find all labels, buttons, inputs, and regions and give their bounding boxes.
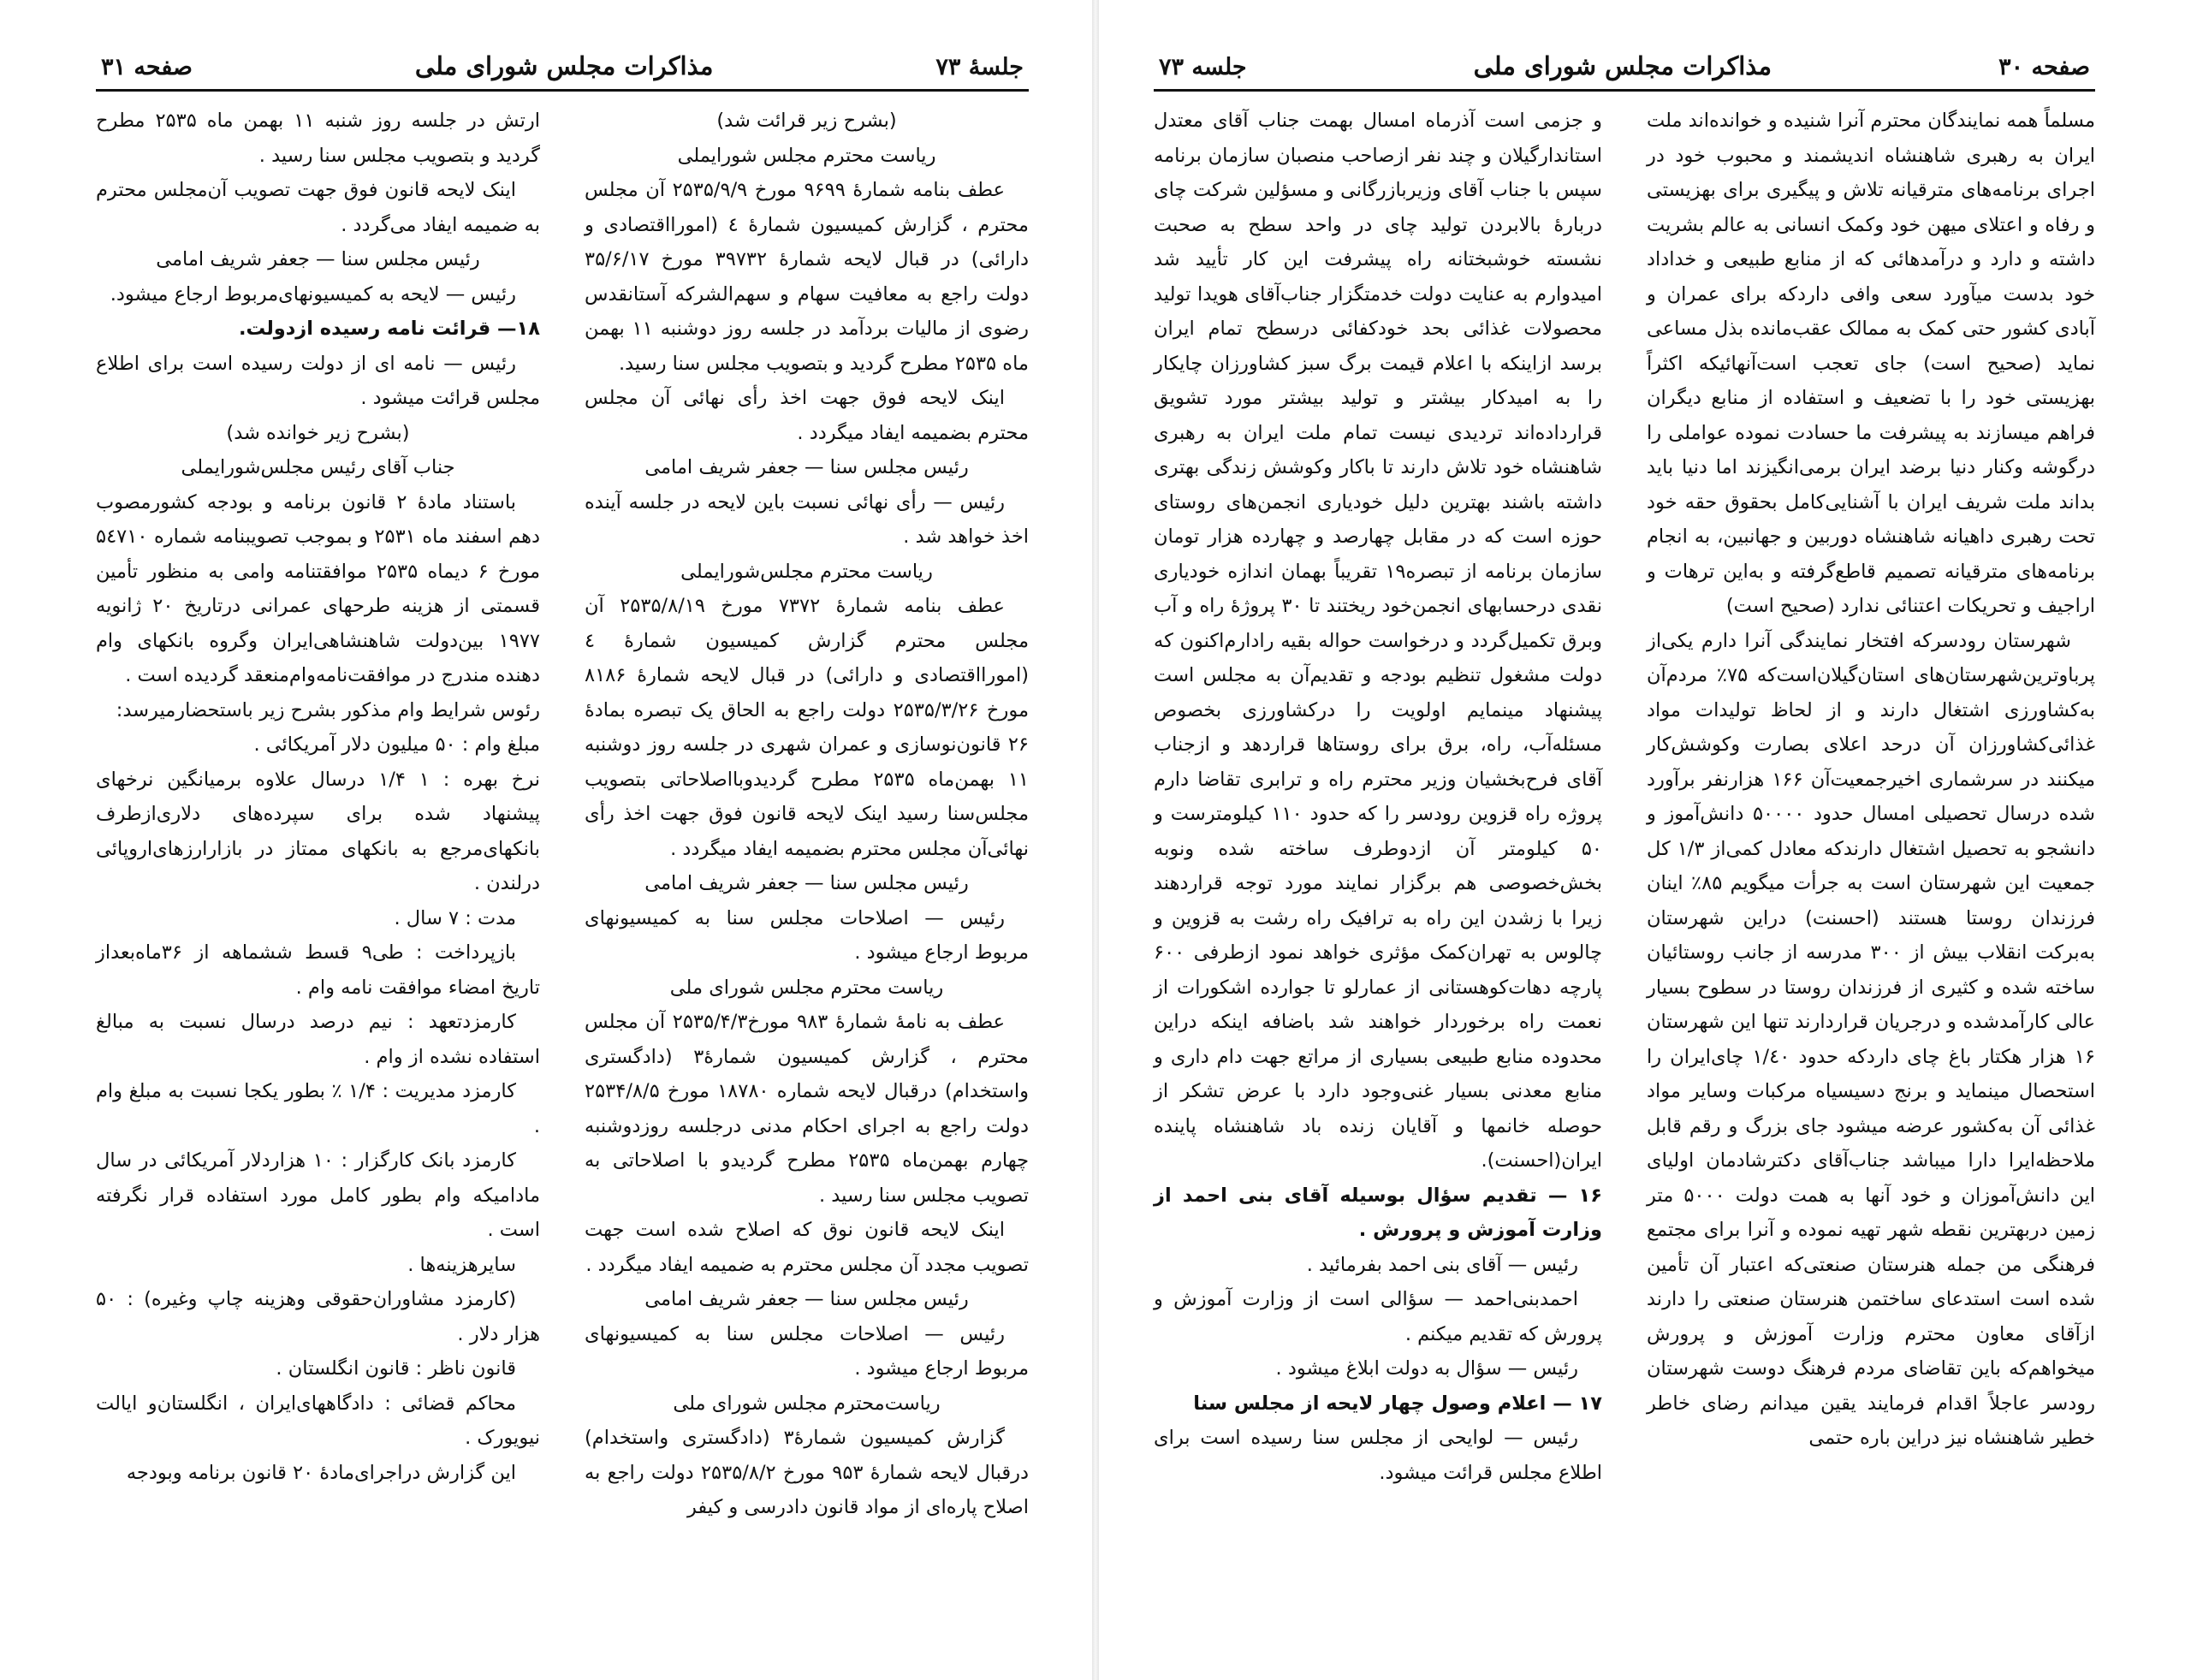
letter-signature: رئیس مجلس سنا — جعفر شریف امامی: [644, 872, 969, 894]
speech-paragraph: مسلماً همه نمایندگان محترم آنرا شنیده و خوانده‌اند ملت ایران به رهبری شاهنشاه اندیشمند و محبوب خود در اجرای برنامه‌های مترقیانه تلاش و پیگیری برای بهزیستی و رفاه و اعتلای میهن خود وکمک انسانی به عالم بشریت داشته و دارد و درآمدهائی که از منابع طبیعی و خداداد خود بدست میآورد سعی وافی داردکه برای عمران و آبادی کشور حتی کمک به ممالک عقب‌مانده بذل مساعی نماید (صحیح است) جای تعجب است‌آنهائیکه اکثراً بهزیستی خود را با تضعیف و استفاده از منابع دیگران فراهم میسازند به پیشرفت ما حسادت نموده عواملی را درگوشه وکنار دنیا برضد ایران برمی‌انگیزند اما دنیا باید بداند ملت شریف ایران با آشنایی‌کامل بحقوق حقه خود تحت رهبری داهیانه شاهنشاه دوربین و جهانبین، به انجام برنامه‌های مترقیانه تصمیم قاطع‌گرفته و به‌این ترهات و اراجیف و تحریکات اعتنائی ندارد (صحیح است): [1646, 110, 2095, 617]
loan-term: محاکم قضائی : دادگاههای‌ایران ، انگلستان‌و ایالت نیویورک .: [96, 1392, 540, 1449]
loan-term: (کارمزد مشاوران‌حقوقی وهزینه چاپ وغیره) : ۵۰ هزار دلار .: [96, 1288, 540, 1345]
publication-title: مذاکرات مجلس شورای ملی: [414, 51, 714, 80]
letter-body: اینک لایحه قانون فوق جهت تصویب آن‌مجلس محترم به ضمیمه ایفاد می‌گردد .: [96, 179, 540, 236]
speech-paragraph: و جزمی است آذرماه امسال بهمت جناب آقای معتدل استاندارگیلان و چند نفر ازصاحب منصبان سازمان برنامه سپس با جناب آقای وزیربازرگانی و مسؤلین شرکت چای دربارهٔ بالابردن تولید چای در واحد سطح به صحبت نشسته خوشبختانه راه پیشرفت این کار تأیید شد امیدوارم به عنایت دولت خدمتگزار جناب‌آقای هویدا تولید محصولات غذائی بحد خودکفائی درسطح تمام ایران برسد ازاینکه با اعلام قیمت برگ سبز کشاورزان چایکار را به امیدکار بیشتر و تولید بیشتر مورد تشویق قرارداده‌اند تردیدی نیست تمام ملت ایران به رهبری شاهنشاه خود تلاش دارند تا باکار وکوشش زندگی بهتری داشته باشند بهترین دلیل خودیاری انجمن‌های روستای حوزه است که در مقابل چهارصد و چهارده هزار تومان سازمان برنامه از تبصره‌۱۹ تقریباً بهمان اندازه خودیاری نقدی درحسابهای انجمن‌خود ریختند تا ۳۰ پروژهٔ راه و آب وبرق تکمیل‌گردد و درخواست حواله بقیه رادارم‌اکنون که دولت مشغول تنظیم بودجه و تقدیم‌آن به مجلس است پیشنهاد مینمایم اولویت را درکشاورزی بخصوص مسئله‌آب، راه، برق برای روستاها قراردهد و ازجناب آقای فرح‌بخشیان وزیر محترم راه و ترابری تقاضا دارم پروژه راه قزوین رودسر را که حدود ۱۱۰ کیلومترست و ۵۰ کیلومتر آن ازدوطرف ساخته شده ونوبه بخش‌خصوصی هم برگزار نمایند مورد توجه قراردهند زیرا با زشدن این راه به ترافیک راه رشت به قزوین و چالوس به تهران‌کمک مؤثری خواهد نمود ازطرفی ۶۰۰ پارچه دهات‌کوهستانی از عمارلو تا جوارده اشکورات از نعمت راه برخوردار خواهند شد باضافه اینکه دراین محدوده منابع طبیعی بسیاری از مراتع جهت دام داری و منابع معدنی بسیار غنی‌وجود دارد با عرض تشکر از حوصله خانمها و آقایان زنده باد شاهنشاه پاینده ایران(احسنت).: [1154, 110, 1602, 1172]
speaker-remark: رئیس — لایحه به کمیسیونهای‌مربوط ارجاع میشود.: [110, 282, 516, 306]
letter-signature: رئیس مجلس سنا — جعفر شریف امامی: [644, 1288, 969, 1310]
reading-note: (بشرح زیر خوانده شد): [226, 421, 410, 444]
page-number: صفحه ۳۱: [101, 54, 193, 80]
loan-term: قانون ناظر : قانون انگلستان .: [276, 1357, 516, 1380]
letter-body: عطف به نامهٔ شمارهٔ ۹۸۳ مورخ۲۵۳۵/۴/۳ آن مجلس محترم ، گزارش کمیسیون شمارهٔ۳ (دادگستری واستخدام) درقبال لایحه شماره ۱۸۷۸۰ مورخ ۲۵۳۴/۸/۵ دولت راجع به اجرای احکام مدنی درجلسه روزدوشنبه چهارم بهمن‌ماه ۲۵۳۵ مطرح گردیدو با اصلاحاتی به تصویب مجلس سنا رسید .: [585, 1011, 1030, 1207]
page-30: [1096, 0, 2191, 1680]
speaker-remark: رئیس — سؤال به دولت ابلاغ میشود .: [1275, 1357, 1578, 1380]
loan-term: مبلغ وام : ۵۰ میلیون دلار آمریکائی .: [253, 733, 540, 756]
column-left: [1154, 104, 1602, 1490]
speaker-remark: رئیس — لوایحی از مجلس سنا رسیده است برای اطلاع مجلس قرائت میشود.: [1154, 1427, 1602, 1484]
letter-body: اینک لایحه قانون نوق که اصلاح شده است جهت تصویب مجدد آن مجلس محترم به ضمیمه ایفاد میگردد .: [585, 1219, 1029, 1276]
letter-salutation: ریاست‌محترم مجلس شورای ملی: [673, 1392, 941, 1415]
letter-salutation: ریاست محترم مجلس شورایملی: [677, 144, 936, 167]
section-heading: ۱۸— قرائت نامه رسیده ازدولت.: [238, 318, 540, 340]
page-header: [1154, 51, 2095, 92]
session-number: جلسه ۷۳: [1159, 54, 1247, 80]
page-columns: [96, 104, 1029, 1525]
reading-note: (بشرح زیر قرائت شد): [716, 110, 897, 132]
letter-signature: رئیس مجلس سنا — جعفر شریف امامی: [156, 248, 480, 270]
loan-term: کارمزد بانک کارگزار : ۱۰ هزاردلار آمریکائی در سال مادامیکه وام بطور کامل مورد استفاده قرار نگرفته است .: [96, 1149, 540, 1241]
letter-salutation: ریاست محترم مجلس‌شورایملی: [680, 560, 933, 583]
loan-term: سایرهزینه‌ها .: [407, 1253, 516, 1276]
loan-term: مدت : ۷ سال .: [394, 906, 516, 929]
speaker-remark: رئیس — اصلاحات مجلس سنا به کمیسیونهای مربوط ارجاع میشود .: [585, 1322, 1029, 1380]
letter-salutation: جناب آقای رئیس مجلس‌شورایملی: [181, 456, 455, 478]
letter-salutation: ریاست محترم مجلس شورای ملی: [669, 976, 944, 999]
publication-title: مذاکرات مجلس شورای ملی: [1473, 51, 1772, 80]
section-heading: ۱۶ — تقدیم سؤال بوسیله آقای بنی احمد از وزارت آموزش و پرورش .: [1154, 1184, 1602, 1241]
speaker-remark: رئیس — آقای بنی احمد بفرمائید .: [1306, 1253, 1578, 1276]
letter-body: ارتش در جلسه روز شنبه ۱۱ بهمن ماه ۲۵۳۵ مطرح گردید و بتصویب مجلس سنا رسید .: [96, 110, 540, 167]
page-columns: [1154, 104, 2095, 1490]
column-right: [585, 104, 1029, 1525]
loan-terms-intro: رئوس شرایط وام مذکور بشرح زیر باستحضارمیرسد:: [116, 698, 540, 721]
letter-body: باستناد مادهٔ ۲ قانون برنامه و بودجه کشورمصوب دهم اسفند ماه ۲۵۳۱ و بموجب تصویبنامه شماره ۵٤۷۱۰ مورخ ۶ دیماه ۲۵۳۵ موافقتنامه وامی به منظور تأمین قسمتی از هزینه طرحهای عمرانی درتاریخ ۲۰ ژانویه ۱۹۷۷ بین‌دولت شاهنشاهی‌ایران وگروه بانکهای وام دهنده مندرج در موافقت‌نامه‌وام‌منعقد گردیده است .: [96, 490, 540, 686]
letter-body: عطف بنامه شمارهٔ ۹۶۹۹ مورخ ۲۵۳۵/۹/۹ آن مجلس محترم ، گزارش کمیسیون شمارهٔ ٤ (امورااقتصادی و دارائی) در قبال لایحه شمارهٔ ۳۹۷۳۲ مورخ ۳۵/۶/۱۷ دولت راجع به معافیت سهام و سهم‌الشرکه آستانقدس رضوی از مالیات بردآمد در جلسه روز دوشنبه ۱۱ بهمن ماه ۲۵۳۵ مطرح گردید و بتصویب مجلس سنا رسید.: [585, 179, 1029, 375]
letter-body: اینک لایحه فوق جهت اخذ رأی نهائی آن مجلس محترم بضمیمه ایفاد میگردد .: [585, 387, 1029, 444]
loan-term: بازپرداخت : طی۹ قسط ششماهه از ۳۶ماه‌بعداز تاریخ امضاء موافقت نامه وام .: [96, 941, 540, 999]
letter-signature: رئیس مجلس سنا — جعفر شریف امامی: [644, 456, 969, 478]
letter-body: این گزارش دراجرای‌مادهٔ ۲۰ قانون برنامه وبودجه: [126, 1461, 516, 1484]
page-number: صفحه ۳۰: [1998, 54, 2090, 80]
speaker-remark: رئیس — رأی نهائی نسبت باین لایحه در جلسه آینده اخذ خواهد شد .: [585, 490, 1029, 548]
speaker-remark: احمدبنی‌احمد — سؤالی است از وزارت آموزش و پرورش که تقدیم میکنم .: [1154, 1288, 1602, 1345]
loan-term: کارمزدتعهد : نیم درصد درسال نسبت به مبالغ استفاده نشده از وام .: [96, 1011, 540, 1068]
speech-paragraph: شهرستان رودسرکه افتخار نمایندگی آنرا دارم یکی‌از پرباوترین‌شهرستان‌های استان‌گیلان‌است‌که ۷۵٪ مردم‌آن به‌کشاورزی اشتغال دارند و از لحاظ تولیدات مواد غذائی‌کشاورزان آن درحد اعلای بصارت وکوشش‌کار میکنند در سرشماری اخیرجمعیت‌آن ۱۶۶ هزارنفر برآورد شده درسال تحصیلی امسال حدود ۵۰۰۰۰ دانش‌آموز و دانشجو به تحصیل اشتغال دارندکه معادل کمی‌از ۱/۳ کل جمعیت این شهرستان است به جرأت میگویم ۸۵٪ اینان فرزندان روستا هستند (احسنت) دراین شهرستان به‌برکت انقلاب بیش از ۳۰۰ مدرسه از جانب روستائیان ساخته شده و کثیری از فرزندان روستا در سطوح بسیار عالی کارآمدشده و درجریان قراردارند تنها این شهرستان ۱۶ هزار هکتار باغ چای داردکه حدود ۱/٤۰ چای‌ایران را استحصال مینماید و برنج دسیسیاه مرکبات وسایر مواد غذائی آن به‌کشور عرضه میشود جای بزرگ و رقم قابل ملاحظه‌ایرا دارا میباشد جناب‌آقای دکترشادمان اولیای این دانش‌آموزان و خود آنها به همت دولت ۵۰۰۰ متر زمین دربهترین نقطه شهر تهیه نموده و آنرا برای مجتمع فرهنگی من جمله هنرستان صنعتی‌که اعتبار آن تأمین شده است استدعای ساختمن هنرستان صنعتی را دارند ازآقای معاون محترم وزارت آموزش و پرورش میخواهم‌که باین تقاضای مردم فرهنگ دوست شهرستان رودسر عاجلاً اقدام فرمایند یقین میدانم رضای خاطر خطیر شاهنشاه نیز دراین باره حتمی: [1647, 629, 2096, 1449]
speaker-remark: رئیس — نامه ای از دولت رسیده است برای اطلاع مجلس قرائت میشود .: [96, 352, 540, 409]
page-header: [96, 51, 1029, 92]
letter-body: عطف بنامه شمارهٔ ۷۳۷۲ مورخ ۲۵۳۵/۸/۱۹ آن مجلس محترم گزارش کمیسیون شمارهٔ ٤ (امورااقتصادی و دارائی) در قبال لایحه شمارهٔ ۸۱۸۶ مورخ ۲۵۳۵/۳/۲۶ دولت راجع به الحاق یک تبصره بمادهٔ ۲۶ قانون‌نوسازی و عمران شهری در جلسه روز دوشنبه ۱۱ بهمن‌ماه ۲۵۳۵ مطرح گردیدوبااصلاحاتی بتصویب مجلس‌سنا رسید اینک لایحه قانون فوق جهت اخذ رأی نهائی‌آن مجلس محترم بضمیمه ایفاد میگردد .: [585, 595, 1029, 860]
loan-term: نرخ بهره : ۱ ۱/۴ درسال علاوه برمیانگین نرخهای پیشنهاد شده برای سپرده‌های دلاری‌ازطرف بانکهای‌مرجع به بانکهای ممتاز در بازارارزهای‌اروپائی درلندن .: [96, 768, 541, 894]
letter-body: گزارش کمیسیون شمارهٔ۳ (دادگستری واستخدام) درقبال لایحه شمارهٔ ۹۵۳ مورخ ۲۵۳۵/۸/۲ دولت راجع به اصلاح پاره‌ای از مواد قانون دادرسی و کیفر: [585, 1427, 1030, 1518]
speaker-remark: رئیس — اصلاحات مجلس سنا به کمیسیونهای مربوط ارجاع میشود .: [585, 906, 1029, 964]
column-right: [1647, 104, 2095, 1490]
loan-term: کارمزد مدیریت : ۱/۴ ٪ بطور یکجا نسبت به مبلغ وام .: [96, 1080, 540, 1137]
section-heading: ۱۷ — اعلام وصول چهار لایحه از مجلس سنا: [1193, 1392, 1602, 1415]
column-left: [96, 104, 540, 1525]
session-number: جلسهٔ ۷۳: [935, 54, 1024, 80]
